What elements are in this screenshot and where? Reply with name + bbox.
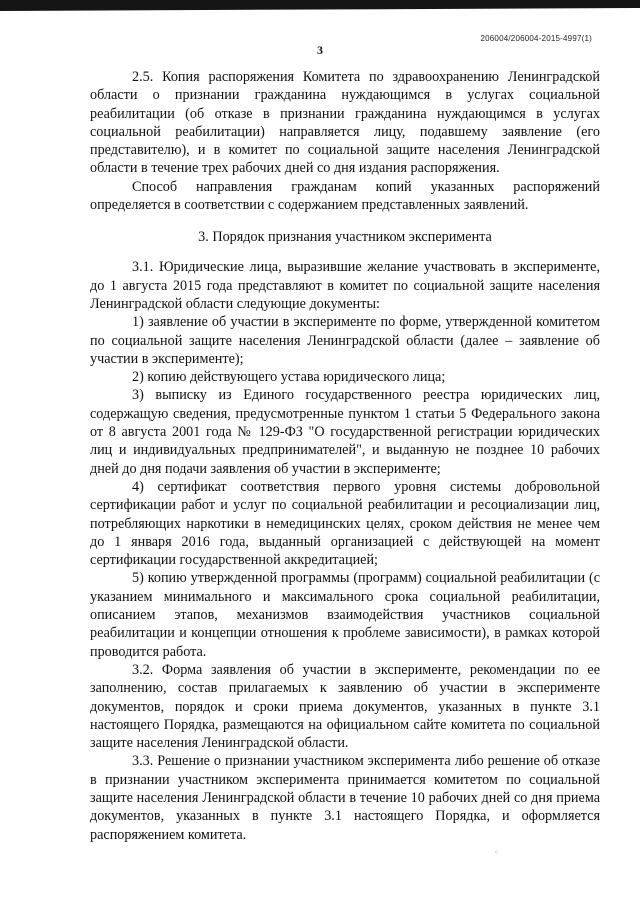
list-item-4: 4) сертификат соответствия первого уровня системы добровольной сертификации работ и услуг по социальной реабилитации и ресоциализации лиц, потребляющих наркотики в немедицинских целях, сроком действия не менее чем до 1 января 2016 года, выданный организацией с действующей на момент сертификации государственной аккредитацией;: [90, 478, 600, 569]
section-title: 3. Порядок признания участником эксперимента: [198, 229, 492, 246]
document-code: 206004/206004-2015-4997(1): [480, 34, 592, 43]
paragraph-2-5: 2.5. Копия распоряжения Комитета по здравоохранению Ленинградской области о признании гражданина нуждающимся в услугах социальной реабилитации (об отказе в признании гражданина нуждающимся в услугах социальной реабилитации) направляется лицу, подавшему заявление (его представителю), и в комитет по социальной защите населения Ленинградской области в течение трех рабочих дней со дня издания распоряжения.: [90, 69, 600, 177]
scan-top-border: [0, 0, 640, 13]
scan-speck: ◦: [494, 848, 499, 857]
paragraph-3-1: 3.1. Юридические лица, выразившие желание участвовать в эксперименте, до 1 августа 2015 года представляют в комитет по социальной защите населения Ленинградской области следующие документы:: [90, 259, 600, 312]
document-body: [90, 68, 600, 844]
paragraph-3-2: 3.2. Форма заявления об участии в эксперименте, рекомендации по ее заполнению, состав прилагаемых к заявлению об участии в эксперименте документов, порядок и сроки приема документов, указанных в пункте 3.1 настоящего Порядка, размещаются на официальном сайте комитета по социальной защите населения Ленинградской области.: [90, 661, 600, 752]
page-number: 3: [317, 43, 323, 57]
list-item-2: 2) копию действующего устава юридического лица;: [132, 369, 446, 386]
list-item-1: 1) заявление об участии в эксперименте по форме, утвержденной комитетом по социальной защите населения Ленинградской области (далее – заявление об участии в эксперименте);: [90, 314, 600, 367]
list-item-5: 5) копию утвержденной программы (программ) социальной реабилитации (с указанием минимального и максимального срока социальной реабилитации, описанием этапов, механизмов взаимодействия участников социальной реабилитации и концепции отношения к проблеме зависимости), в рамках которой проводится работа.: [90, 570, 600, 660]
list-item-3: 3) выписку из Единого государственного реестра юридических лиц, содержащую сведения, предусмотренные пунктом 1 статьи 5 Федерального закона от 8 августа 2001 года № 129-ФЗ "О государственной регистрации юридических лиц и индивидуальных предпринимателей", и выданную не позднее 10 рабочих дней до дня подачи заявления об участии в эксперименте;: [90, 387, 600, 477]
paragraph-3-3: 3.3. Решение о признании участником эксперимента либо решение об отказе в признании участником эксперимента принимается комитетом по социальной защите населения Ленинградской области в течение 10 рабочих дней со дня приема документов, указанных в пункте 3.1 настоящего Порядка, и оформляется распоряжением комитета.: [90, 753, 600, 843]
paragraph-method: Способ направления гражданам копий указанных распоряжений определяется в соответствии с содержанием представленных заявлений.: [90, 178, 600, 214]
